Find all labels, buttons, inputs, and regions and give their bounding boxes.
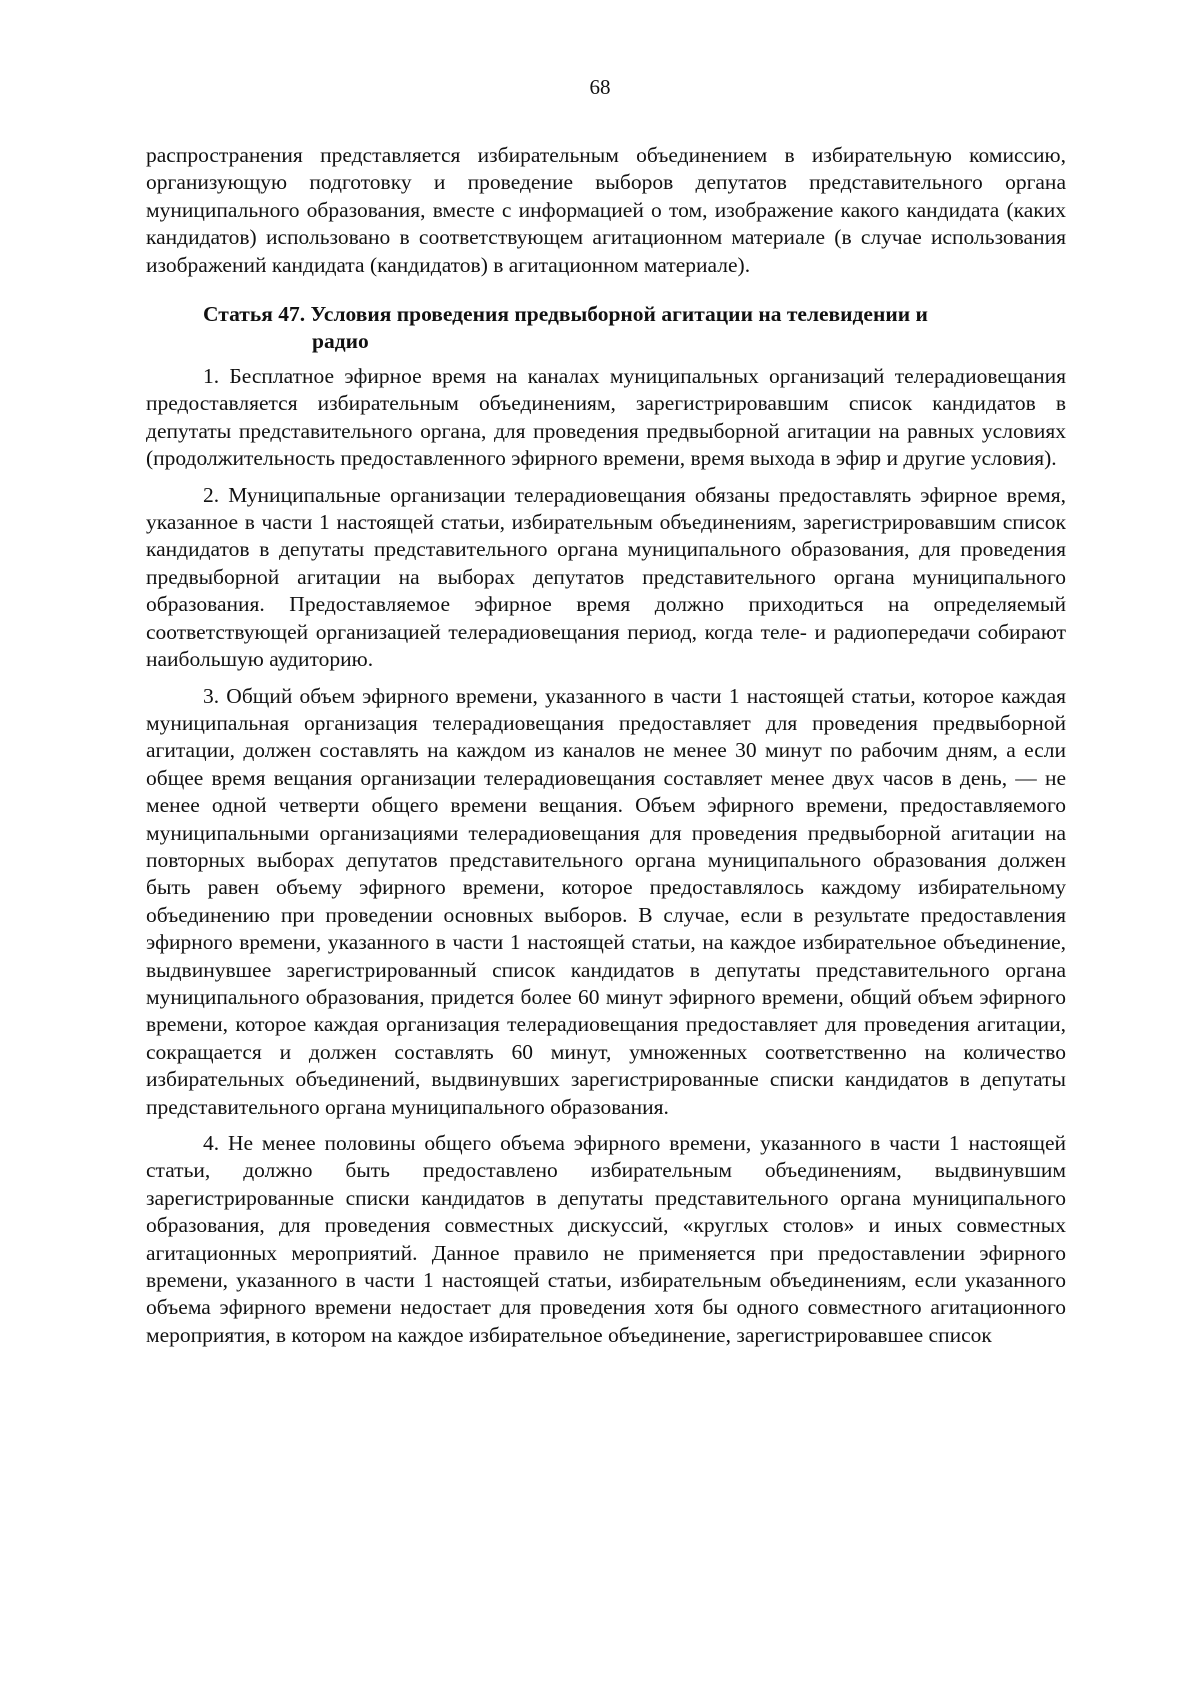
page-number: 68 <box>589 75 611 99</box>
intro-paragraph: распространения представляется избирательным объединением в избирательную комиссию, организующую подготовку и проведение выборов депутатов представительного органа муниципального образования, вместе с информацией о том, изображение какого кандидата (каких кандидатов) использовано в соответствующем агитационном материале (в случае использования изображений кандидата (кандидатов) в агитационном материале). <box>146 143 1066 277</box>
paragraph-2: 2. Муниципальные организации телерадиовещания обязаны предоставлять эфирное время, указанное в части 1 настоящей статьи, избирательным объединениям, зарегистрировавшим список кандидатов в депутаты представительного органа муниципального образования, для проведения предвыборной агитации на выборах депутатов представительного органа муниципального образования. Предоставляемое эфирное время должно приходиться на определяемый соответствующей организацией телерадиовещания период, когда теле- и радиопередачи собирают наибольшую аудиторию. <box>146 482 1066 672</box>
article-title <box>146 301 1066 355</box>
article-title-line-2: радио <box>312 329 369 354</box>
paragraph-1: 1. Бесплатное эфирное время на каналах муниципальных организаций телерадиовещания предоставляется избирательным объединениям, зарегистрировавшим список кандидатов в депутаты представительного органа, для проведения предвыборной агитации на равных условиях (продолжительность предоставленного эфирного времени, время выхода в эфир и другие условия). <box>146 364 1066 471</box>
article-title-line-1: Статья 47. Условия проведения предвыборной агитации на телевидении и <box>203 302 928 327</box>
paragraph-3: 3. Общий объем эфирного времени, указанного в части 1 настоящей статьи, которое каждая муниципальная организация телерадиовещания предоставляет для проведения предвыборной агитации, должен составлять на каждом из каналов не менее 30 минут по рабочим дням, а если общее время вещания организации телерадиовещания составляет менее двух часов в день, — не менее одной четверти общего времени вещания. Объем эфирного времени, предоставляемого муниципальными организациями телерадиовещания для проведения предвыборной агитации на повторных выборах депутатов представительного органа муниципального образования должен быть равен объему эфирного времени, которое предоставлялось каждому избирательному объединению при проведении основных выборов. В случае, если в результате предоставления эфирного времени, указанного в части 1 настоящей статьи, на каждое избирательное объединение, выдвинувшее зарегистрированный список кандидатов в депутаты представительного органа муниципального образования, придется более 60 минут эфирного времени, общий объем эфирного времени, которое каждая организация телерадиовещания предоставляет для проведения агитации, сокращается и должен составлять 60 минут, умноженных соответственно на количество избирательных объединений, выдвинувших зарегистрированные списки кандидатов в депутаты представительного органа муниципального образования. <box>146 683 1066 1119</box>
paragraph-4: 4. Не менее половины общего объема эфирного времени, указанного в части 1 настоящей статьи, должно быть предоставлено избирательным объединениям, выдвинувшим зарегистрированные списки кандидатов в депутаты представительного органа муниципального образования, для проведения совместных дискуссий, «круглых столов» и иных совместных агитационных мероприятий. Данное правило не применяется при предоставлении эфирного времени, указанного в части 1 настоящей статьи, избирательным объединениям, если указанного объема эфирного времени недостает для проведения хотя бы одного совместного агитационного мероприятия, в котором на каждое избирательное объединение, зарегистрировавшее список <box>146 1131 1066 1347</box>
document-body <box>146 142 1066 1349</box>
